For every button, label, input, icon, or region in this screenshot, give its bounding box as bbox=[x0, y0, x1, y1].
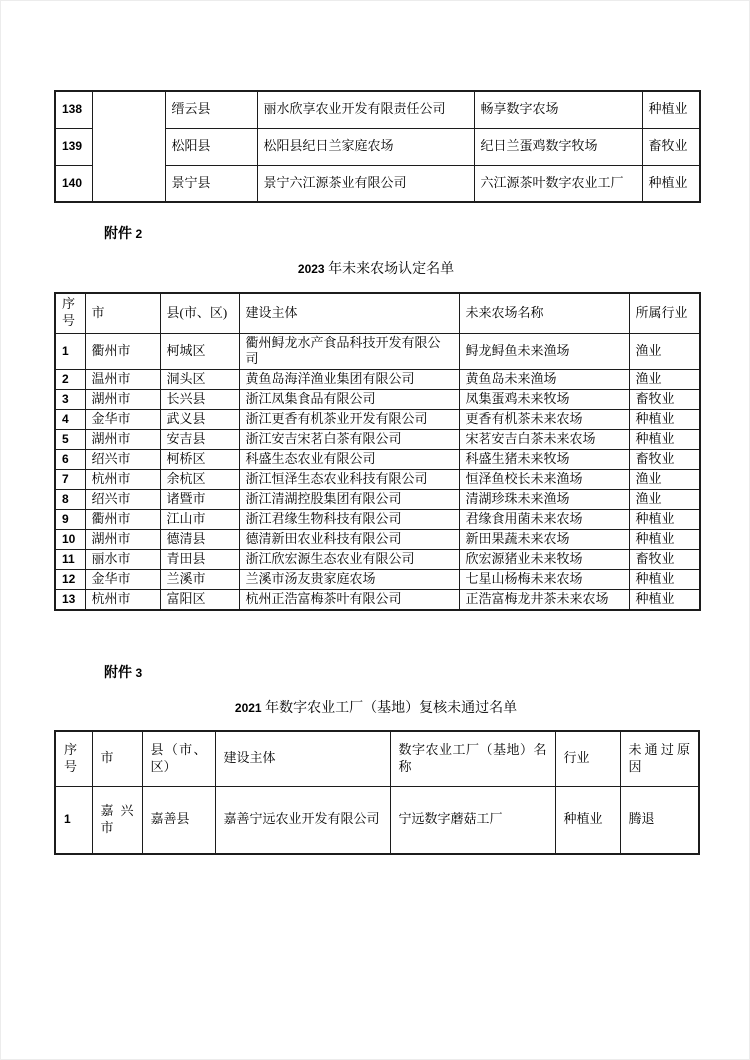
cell-county: 嘉善县 bbox=[142, 786, 215, 854]
cell-no bbox=[55, 91, 92, 128]
numeral: 10 bbox=[62, 532, 76, 547]
cell-county: 诸暨市 bbox=[160, 490, 239, 510]
header-no: 序号 bbox=[55, 293, 85, 333]
cell-industry: 畜牧业 bbox=[629, 450, 700, 470]
numeral: 8 bbox=[62, 492, 69, 507]
cell-no bbox=[55, 590, 85, 610]
cell-county: 柯桥区 bbox=[160, 450, 239, 470]
cell-no bbox=[55, 390, 85, 410]
cell-farm-name: 科盛生猪未来牧场 bbox=[459, 450, 629, 470]
table-row bbox=[55, 510, 700, 530]
cell-county: 江山市 bbox=[160, 510, 239, 530]
table-continuation bbox=[54, 90, 701, 203]
numeral: 140 bbox=[62, 175, 83, 190]
numeral: 2 bbox=[62, 372, 69, 387]
cell-farm-name: 凤集蛋鸡未来牧场 bbox=[459, 390, 629, 410]
attachment2-title: 2023 年未来农场认定名单 bbox=[297, 262, 455, 277]
cell-industry: 种植业 bbox=[629, 510, 700, 530]
header-fail-reason: 未通过原因 bbox=[620, 731, 699, 786]
numeral: 138 bbox=[62, 102, 83, 117]
cell-builder: 丽水欣享农业开发有限责任公司 bbox=[257, 91, 474, 128]
cell-no bbox=[55, 530, 85, 550]
cell-farm-name: 恒泽鱼校长未来渔场 bbox=[459, 470, 629, 490]
cell-industry: 种植业 bbox=[629, 570, 700, 590]
cell-no bbox=[55, 470, 85, 490]
table-header-row bbox=[55, 293, 700, 333]
cell-industry: 渔业 bbox=[629, 370, 700, 390]
attachment2-label: 附件 2 bbox=[104, 227, 143, 242]
cell-farm-name: 欣宏源猪业未来牧场 bbox=[459, 550, 629, 570]
cell-industry: 种植业 bbox=[555, 786, 620, 854]
cell-county: 松阳县 bbox=[165, 128, 257, 165]
table-row bbox=[55, 550, 700, 570]
cell-no bbox=[55, 450, 85, 470]
cell-city: 湖州市 bbox=[85, 530, 160, 550]
cell-builder: 黄鱼岛海洋渔业集团有限公司 bbox=[239, 370, 459, 390]
header-city: 市 bbox=[92, 731, 142, 786]
table-row bbox=[55, 590, 700, 610]
cell-builder: 兰溪市汤友贵家庭农场 bbox=[239, 570, 459, 590]
numeral: 5 bbox=[62, 432, 69, 447]
table-row bbox=[55, 570, 700, 590]
numeral: 1 bbox=[64, 812, 71, 827]
cell-city: 丽水市 bbox=[85, 550, 160, 570]
cell-industry: 种植业 bbox=[629, 410, 700, 430]
cell-no bbox=[55, 786, 92, 854]
numeral: 6 bbox=[62, 452, 69, 467]
cell-industry: 渔业 bbox=[629, 333, 700, 370]
cell-industry: 畜牧业 bbox=[629, 550, 700, 570]
header-no: 序号 bbox=[55, 731, 92, 786]
cell-no bbox=[55, 128, 92, 165]
cell-industry: 畜牧业 bbox=[629, 390, 700, 410]
numeral: 12 bbox=[62, 572, 76, 587]
cell-industry: 渔业 bbox=[629, 470, 700, 490]
cell-city: 温州市 bbox=[85, 370, 160, 390]
cell-farm-name: 畅享数字农场 bbox=[474, 91, 642, 128]
cell-county: 兰溪市 bbox=[160, 570, 239, 590]
cell-city: 湖州市 bbox=[85, 430, 160, 450]
numeral: 3 bbox=[135, 666, 143, 680]
numeral: 4 bbox=[62, 412, 69, 427]
table-revoked-factories-2021 bbox=[54, 730, 700, 855]
cell-no bbox=[55, 410, 85, 430]
cell-no bbox=[55, 510, 85, 530]
table-row bbox=[55, 430, 700, 450]
cell-county: 安吉县 bbox=[160, 430, 239, 450]
cell-builder: 浙江更香有机茶业开发有限公司 bbox=[239, 410, 459, 430]
table-row bbox=[55, 490, 700, 510]
cell-no bbox=[55, 550, 85, 570]
cell-builder: 嘉善宁远农业开发有限公司 bbox=[215, 786, 390, 854]
cell-farm-name: 六江源茶叶数字农业工厂 bbox=[474, 165, 642, 202]
cell-no bbox=[55, 430, 85, 450]
cell-city: 湖州市 bbox=[85, 390, 160, 410]
table-row bbox=[55, 530, 700, 550]
header-farm-name: 未来农场名称 bbox=[459, 293, 629, 333]
cell-city-merged bbox=[92, 91, 165, 202]
cell-farm-name: 黄鱼岛未来渔场 bbox=[459, 370, 629, 390]
cell-farm-name: 鲟龙鲟鱼未来渔场 bbox=[459, 333, 629, 370]
cell-city: 金华市 bbox=[85, 570, 160, 590]
numeral: 13 bbox=[62, 592, 76, 607]
cell-builder: 科盛生态农业有限公司 bbox=[239, 450, 459, 470]
table-row bbox=[55, 470, 700, 490]
table-header-row bbox=[55, 731, 699, 786]
cell-builder: 浙江安吉宋茗白茶有限公司 bbox=[239, 430, 459, 450]
cell-county: 富阳区 bbox=[160, 590, 239, 610]
cell-no bbox=[55, 333, 85, 370]
table-row bbox=[55, 390, 700, 410]
header-factory-name: 数字农业工厂（基地）名称 bbox=[390, 731, 555, 786]
header-industry: 行业 bbox=[555, 731, 620, 786]
cell-farm-name: 纪日兰蛋鸡数字牧场 bbox=[474, 128, 642, 165]
cell-industry: 种植业 bbox=[642, 165, 700, 202]
header-builder: 建设主体 bbox=[239, 293, 459, 333]
header-industry: 所属行业 bbox=[629, 293, 700, 333]
cell-farm-name: 清湖珍珠未来渔场 bbox=[459, 490, 629, 510]
cell-city: 绍兴市 bbox=[85, 450, 160, 470]
cell-farm-name: 新田果蔬未来农场 bbox=[459, 530, 629, 550]
numeral: 1 bbox=[62, 343, 69, 358]
cell-county: 青田县 bbox=[160, 550, 239, 570]
table-future-farms-2023 bbox=[54, 292, 701, 611]
cell-industry: 种植业 bbox=[629, 430, 700, 450]
table-row bbox=[55, 786, 699, 854]
cell-county: 缙云县 bbox=[165, 91, 257, 128]
numeral: 139 bbox=[62, 139, 83, 154]
cell-county: 长兴县 bbox=[160, 390, 239, 410]
cell-county: 德清县 bbox=[160, 530, 239, 550]
cell-no bbox=[55, 570, 85, 590]
cell-county: 余杭区 bbox=[160, 470, 239, 490]
cell-industry: 畜牧业 bbox=[642, 128, 700, 165]
cell-no bbox=[55, 370, 85, 390]
header-builder: 建设主体 bbox=[215, 731, 390, 786]
cell-city: 嘉兴市 bbox=[92, 786, 142, 854]
cell-builder: 浙江君缘生物科技有限公司 bbox=[239, 510, 459, 530]
table-row bbox=[55, 370, 700, 390]
table-row bbox=[55, 410, 700, 430]
cell-builder: 衢州鲟龙水产食品科技开发有限公司 bbox=[239, 333, 459, 370]
attachment3-label: 附件 3 bbox=[104, 666, 143, 681]
header-city: 市 bbox=[85, 293, 160, 333]
attachment3-title: 2021 年数字农业工厂（基地）复核未通过名单 bbox=[234, 701, 518, 716]
cell-industry: 种植业 bbox=[642, 91, 700, 128]
cell-county: 洞头区 bbox=[160, 370, 239, 390]
cell-city: 杭州市 bbox=[85, 590, 160, 610]
cell-county: 景宁县 bbox=[165, 165, 257, 202]
cell-builder: 浙江清湖控股集团有限公司 bbox=[239, 490, 459, 510]
cell-industry: 种植业 bbox=[629, 530, 700, 550]
cell-industry: 渔业 bbox=[629, 490, 700, 510]
numeral: 3 bbox=[62, 392, 69, 407]
table-row bbox=[55, 333, 700, 370]
cell-builder: 景宁六江源茶业有限公司 bbox=[257, 165, 474, 202]
cell-builder: 松阳县纪日兰家庭农场 bbox=[257, 128, 474, 165]
numeral: 11 bbox=[62, 552, 75, 567]
cell-builder: 杭州正浩富梅茶叶有限公司 bbox=[239, 590, 459, 610]
numeral: 9 bbox=[62, 512, 69, 527]
numeral: 2021 bbox=[234, 701, 262, 715]
cell-fail-reason: 腾退 bbox=[620, 786, 699, 854]
cell-farm-name: 正浩富梅龙井茶未来农场 bbox=[459, 590, 629, 610]
cell-factory-name: 宁远数字蘑菇工厂 bbox=[390, 786, 555, 854]
cell-no bbox=[55, 165, 92, 202]
cell-farm-name: 七星山杨梅未来农场 bbox=[459, 570, 629, 590]
cell-farm-name: 宋茗安吉白茶未来农场 bbox=[459, 430, 629, 450]
cell-city: 金华市 bbox=[85, 410, 160, 430]
cell-county: 柯城区 bbox=[160, 333, 239, 370]
cell-builder: 浙江欣宏源生态农业有限公司 bbox=[239, 550, 459, 570]
numeral: 2 bbox=[135, 227, 143, 241]
numeral: 7 bbox=[62, 472, 69, 487]
header-county: 县（市、区） bbox=[142, 731, 215, 786]
cell-city: 绍兴市 bbox=[85, 490, 160, 510]
cell-city: 衢州市 bbox=[85, 510, 160, 530]
cell-industry: 种植业 bbox=[629, 590, 700, 610]
cell-farm-name: 君缘食用菌未来农场 bbox=[459, 510, 629, 530]
cell-city: 杭州市 bbox=[85, 470, 160, 490]
cell-no bbox=[55, 490, 85, 510]
numeral: 2023 bbox=[297, 262, 325, 276]
cell-farm-name: 更香有机茶未来农场 bbox=[459, 410, 629, 430]
table-row bbox=[55, 91, 700, 128]
cell-builder: 德清新田农业科技有限公司 bbox=[239, 530, 459, 550]
cell-builder: 浙江恒泽生态农业科技有限公司 bbox=[239, 470, 459, 490]
cell-county: 武义县 bbox=[160, 410, 239, 430]
cell-builder: 浙江凤集食品有限公司 bbox=[239, 390, 459, 410]
table-row bbox=[55, 450, 700, 470]
header-county: 县(市、区) bbox=[160, 293, 239, 333]
cell-city: 衢州市 bbox=[85, 333, 160, 370]
